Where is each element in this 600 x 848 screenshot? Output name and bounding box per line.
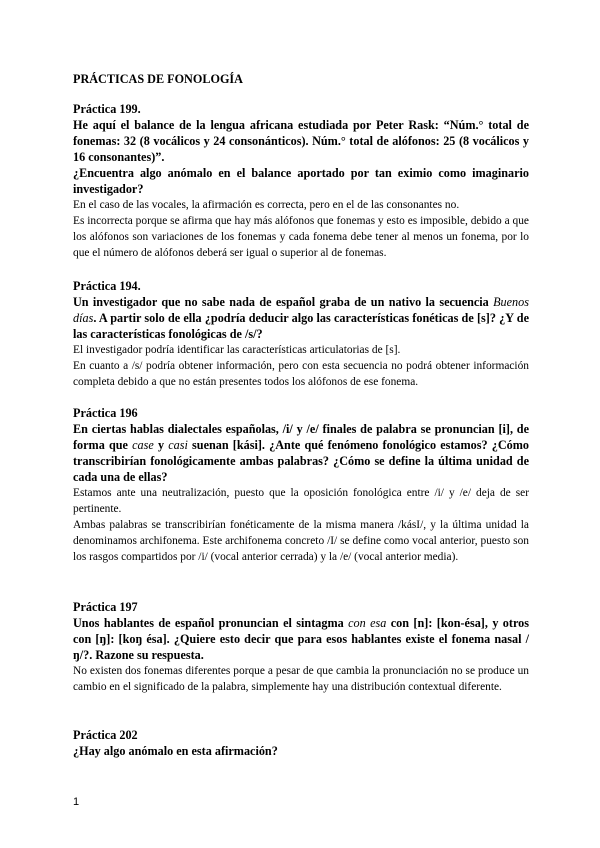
practice-question: En ciertas hablas dialectales españolas, /i/ y /e/ finales de palabra se pronuncian [i], de forma que case y casi suenan [kási]. ¿Ante qué fenómeno fonológico estamos? ¿Cómo transcribirían fonológicamente ambas palabras? ¿Cómo se define la última unidad de cada una de ellas?	[73, 422, 530, 484]
practice-202-section	[73, 727, 529, 759]
practice-answer: Es incorrecta porque se afirma que hay más alófonos que fonemas y esto es imposible, debido a que los alófonos son variaciones de los fonemas y cada fonema debe tener al menos un fonema, por lo que el número de alófonos deberá ser igual o superior al de fonemas.	[73, 215, 529, 259]
practice-question: ¿Encuentra algo anómalo en el balance aportado por tan eximio como imaginario investigador?	[73, 166, 529, 196]
practice-heading: Práctica 194.	[73, 279, 141, 293]
italic-example: con esa	[348, 616, 387, 630]
page-number: 1	[73, 796, 80, 808]
italic-example: case	[132, 438, 154, 452]
practice-heading: Práctica 197	[73, 600, 138, 614]
practice-question: Un investigador que no sabe nada de español graba de un nativo la secuencia Buenos días. A partir solo de ella ¿podría deducir algo las características fonéticas de [s]? ¿Y de las características fonológicas de /s/?	[73, 295, 529, 341]
italic-example: casi	[168, 438, 188, 452]
practice-answer: En cuanto a /s/ podría obtener información, pero con esta secuencia no podrá obtener información completa debido a que no están presentes todos los alófonos de ese fonema.	[73, 360, 529, 388]
practice-answer: No existen dos fonemas diferentes porque a pesar de que cambia la pronunciación no se produce un cambio en el significado de la palabra, simplemente hay una distribución contextual diferente.	[73, 665, 529, 693]
practice-question: Unos hablantes de español pronuncian el sintagma con esa con [n]: [kon-ésa], y otros con [ŋ]: [koŋ ésa]. ¿Quiere esto decir que para esos hablantes existe el fonema nasal /ŋ/?. Razone su respuesta.	[73, 616, 529, 662]
practice-197-section	[73, 599, 529, 695]
italic-example: Buenos días	[73, 295, 529, 325]
practice-question: ¿Hay algo anómalo en esta afirmación?	[73, 744, 278, 758]
practice-answer: El investigador podría identificar las características articulatorias de [s].	[73, 344, 401, 356]
practice-answer: En el caso de las vocales, la afirmación es correcta, pero en el de las consonantes no.	[73, 199, 460, 211]
practice-question: He aquí el balance de la lengua africana estudiada por Peter Rask: “Núm.° total de fonemas: 32 (8 vocálicos y 24 consonánticos). Núm.° total de alófonos: 25 (8 vocálicos y 16 consonantes)”.	[73, 118, 529, 164]
practice-heading: Práctica 196	[73, 406, 138, 420]
practice-heading: Práctica 202	[73, 728, 138, 742]
practice-heading: Práctica 199.	[73, 102, 141, 116]
practice-answer: Estamos ante una neutralización, puesto que la oposición fonológica entre /i/ y /e/ deja de ser pertinente.	[73, 487, 529, 515]
document-title: PRÁCTICAS DE FONOLOGÍA	[73, 72, 243, 86]
practice-answer: Ambas palabras se transcribirían fonéticamente de la misma manera /kásI/, y la última unidad la denominamos archifonema. Este archifonema concreto /I/ se define como vocal anterior, puesto son los rasgos compartidos por /i/ (vocal anterior cerrada) y la /e/ (vocal anterior media).	[73, 519, 529, 563]
practice-196-section	[73, 405, 529, 565]
practice-194-section	[73, 278, 529, 390]
practice-199-section	[73, 101, 529, 261]
